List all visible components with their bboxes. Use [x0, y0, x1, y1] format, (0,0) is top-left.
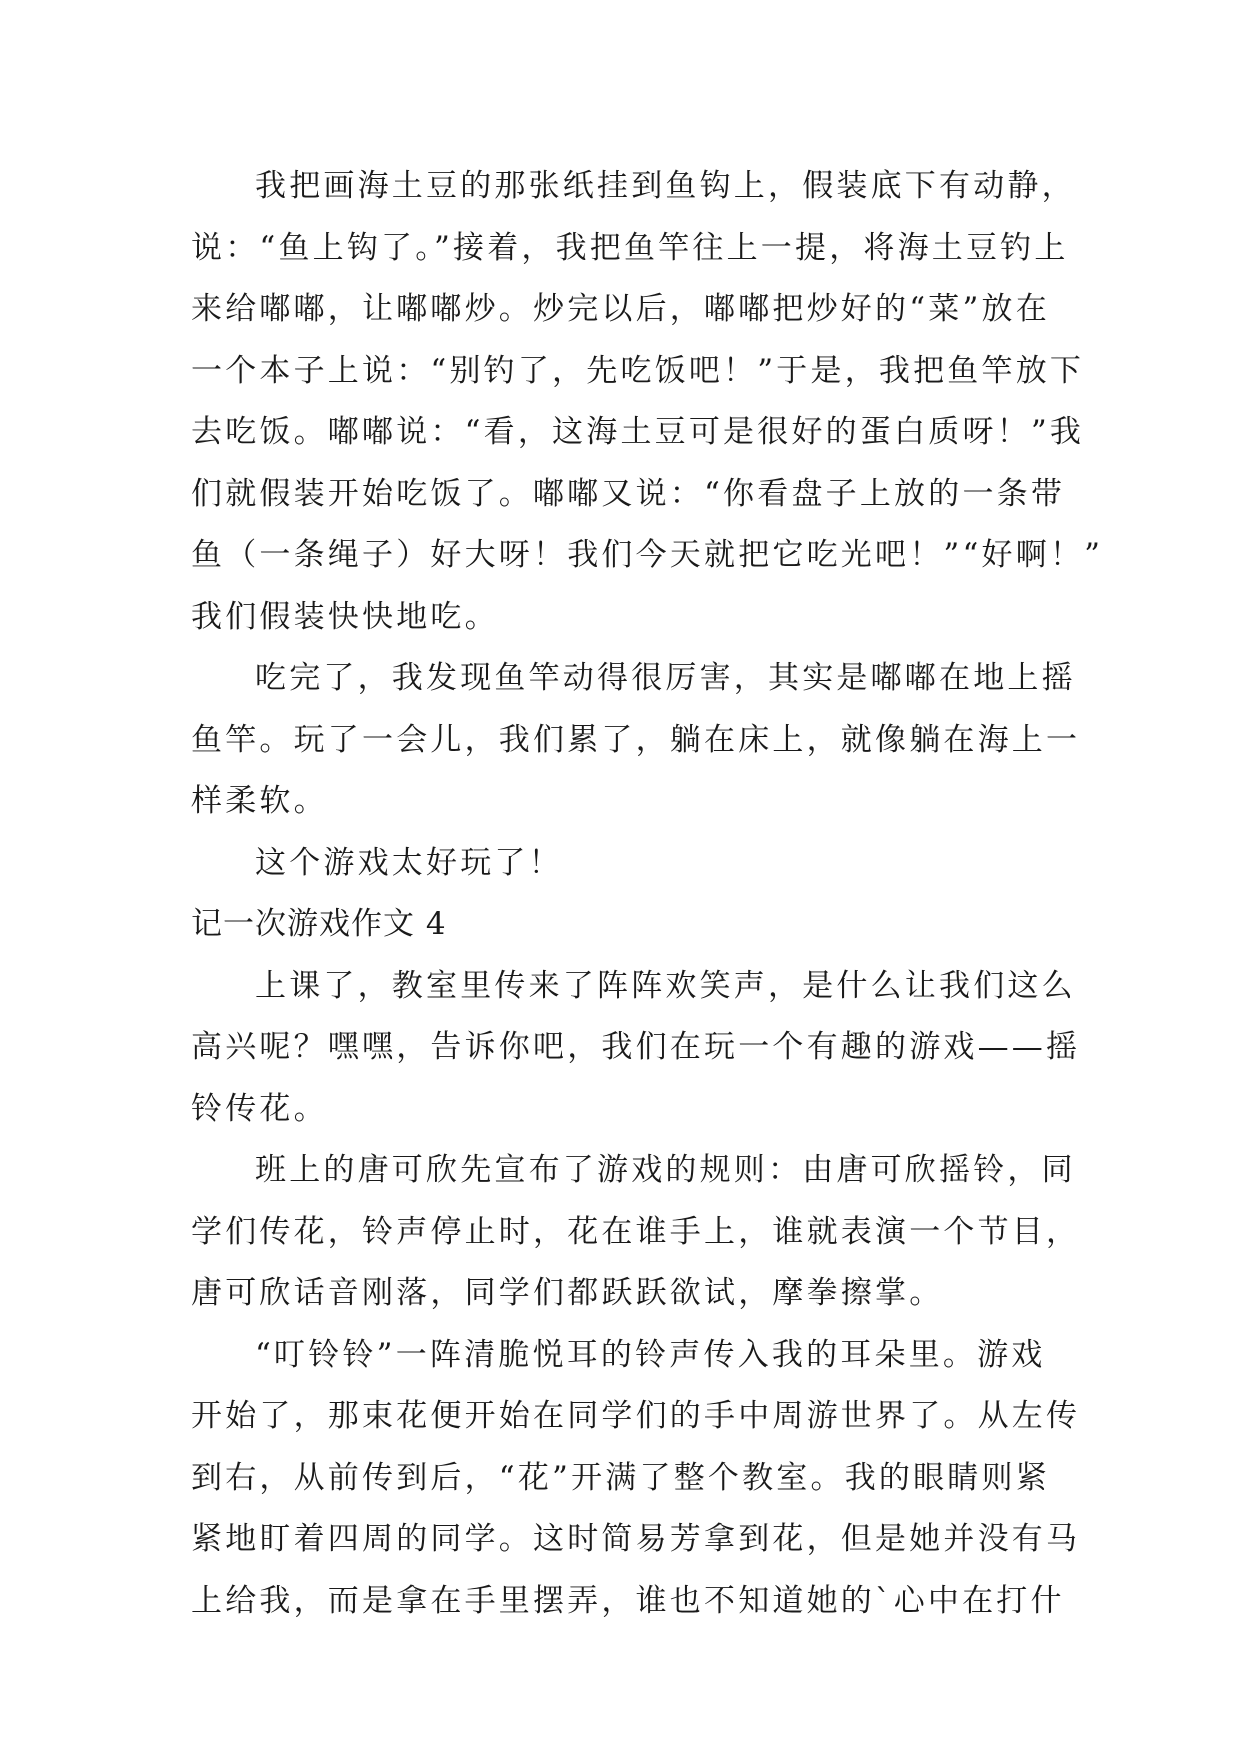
text-line: 高兴呢？嘿嘿，告诉你吧，我们在玩一个有趣的游戏——摇: [191, 1029, 1081, 1065]
paragraph: [191, 956, 1081, 1141]
paragraph: [191, 833, 1051, 895]
text-line: 班上的唐可欣先宣布了游戏的规则：由唐可欣摇铃，同: [255, 1152, 1076, 1188]
text-line: 这个游戏太好玩了！: [255, 844, 563, 881]
document-body: [191, 156, 1104, 1632]
text-line: 学们传花，铃声停止时，花在谁手上，谁就表演一个节目，: [191, 1213, 1081, 1250]
text-line: 开始了，那束花便开始在同学们的手中周游世界了。从左传: [191, 1398, 1081, 1434]
text-line: 鱼（一条绳子）好大呀！我们今天就把它吃光吧！”“好啊！”: [191, 537, 1104, 573]
text-line: 鱼竿。玩了一会儿，我们累了，躺在床上，就像躺在海上一: [191, 721, 1081, 758]
paragraph: [191, 1325, 1081, 1633]
text-line: 唐可欣话音刚落，同学们都跃跃欲试，摩拳擦掌。: [191, 1275, 944, 1311]
text-line: 一个本子上说：“别钓了，先吃饭吧！”于是，我把鱼竿放下: [191, 352, 1085, 389]
text-line: 吃完了，我发现鱼竿动得很厉害，其实是嘟嘟在地上摇: [255, 660, 1076, 696]
text-line: 我们假装快快地吃。: [191, 598, 499, 635]
heading-line: 记一次游戏作文 4: [191, 906, 447, 942]
text-line: 们就假装开始吃饭了。嘟嘟又说：“你看盘子上放的一条带: [191, 475, 1066, 512]
text-line: 我把画海土豆的那张纸挂到鱼钩上，假装底下有动静，: [255, 168, 1076, 204]
text-line: 上课了，教室里传来了阵阵欢笑声，是什么让我们这么: [255, 967, 1076, 1004]
text-line: 到右，从前传到后，“花”开满了整个教室。我的眼睛则紧: [191, 1459, 1050, 1496]
paragraph: [191, 156, 1104, 648]
text-line: 紧地盯着四周的同学。这时简易芳拿到花，但是她并没有马: [191, 1521, 1081, 1557]
paragraph: [191, 648, 1081, 833]
text-line: 样柔软。: [191, 783, 328, 819]
section-heading: [191, 894, 1051, 956]
text-line: 铃传花。: [191, 1090, 328, 1127]
text-line: 去吃饭。嘟嘟说：“看，这海土豆可是很好的蛋白质呀！”我: [191, 414, 1085, 450]
text-line: “叮铃铃”一阵清脆悦耳的铃声传入我的耳朵里。游戏: [255, 1336, 1046, 1373]
text-line: 说：“鱼上钩了。”接着，我把鱼竿往上一提，将海土豆钓上: [191, 229, 1069, 266]
text-line: 上给我，而是拿在手里摆弄，谁也不知道她的`心中在打什: [191, 1582, 1065, 1619]
paragraph: [191, 1140, 1081, 1325]
text-line: 来给嘟嘟，让嘟嘟炒。炒完以后，嘟嘟把炒好的“菜”放在: [191, 291, 1050, 327]
